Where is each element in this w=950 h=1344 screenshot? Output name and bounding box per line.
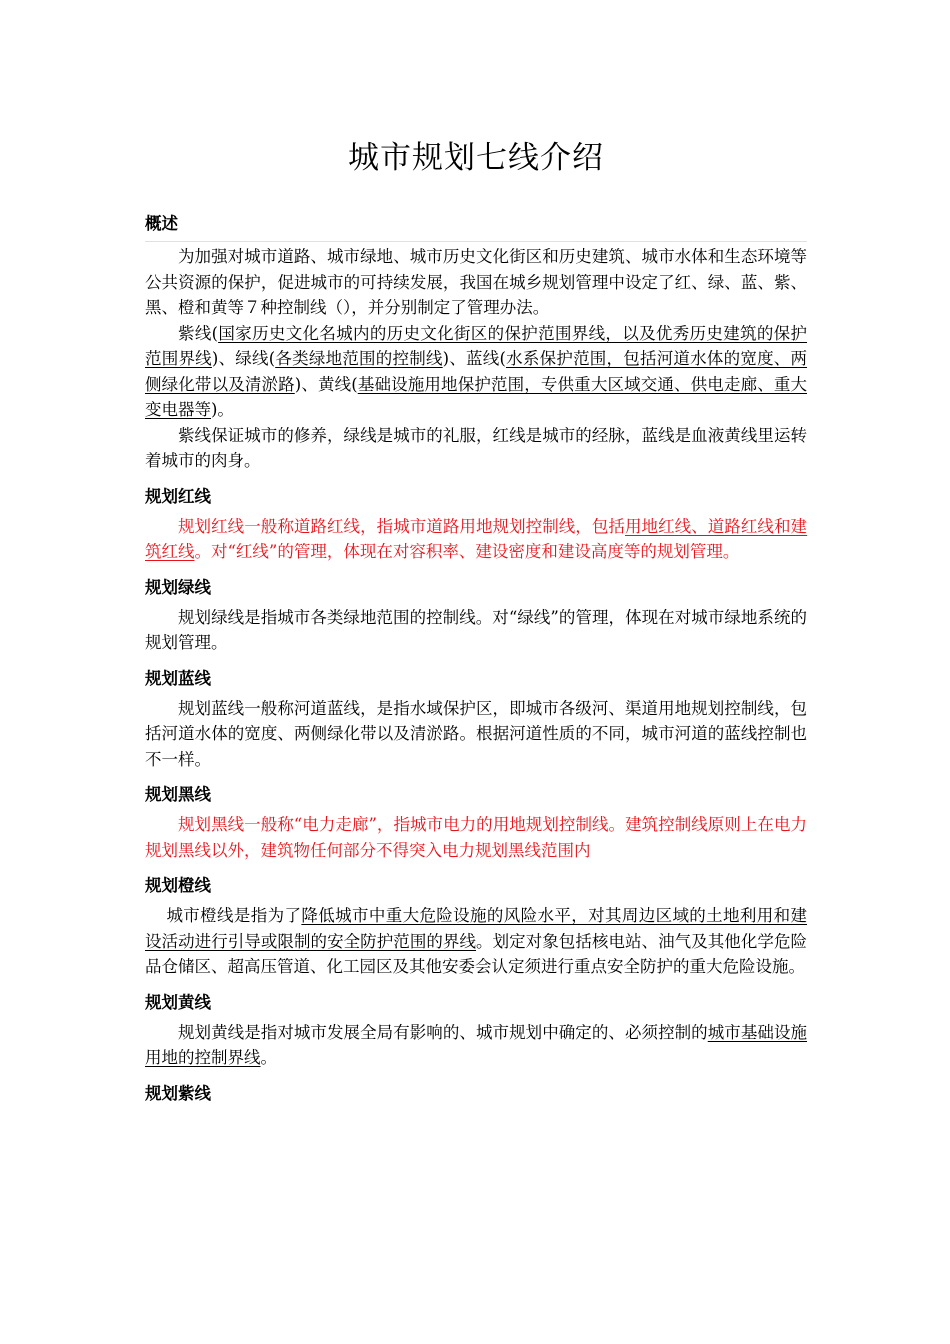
section-purple-line (145, 1083, 807, 1105)
yellow-line-underlined: 城市基础设施用地的控制界线 (145, 1022, 808, 1067)
yellow-label: )、黄线( (294, 374, 358, 394)
section-heading-red-line: 规划红线 (145, 486, 211, 506)
orange-line-underlined: 降低城市中重大危险设施的风险水平，对其周边区域的土地利用和建设活动进行引导或限制的安全防护范围的界线 (145, 906, 808, 951)
orange-line-text-1: 城市橙线是指为了 (166, 906, 302, 925)
section-heading-green-line: 规划绿线 (145, 577, 211, 597)
page-title: 城市规划七线介绍 (348, 140, 604, 176)
section-heading-purple-line: 规划紫线 (145, 1083, 211, 1103)
green-line-paragraph: 规划绿线是指城市各类绿地范围的控制线。对“绿线”的管理，体现在对城市绿地系统的规划管理。 (145, 607, 807, 652)
purple-definition: 国家历史文化名城内的历史文化街区的保护范围界线，以及优秀历史建筑的保护范围界线 (145, 323, 808, 368)
red-line-text-2: 。对“红线”的管理，体现在对容积率、建设密度和建设高度等的规划管理。 (194, 542, 740, 561)
divider (145, 241, 807, 242)
section-heading-overview: 概述 (145, 214, 178, 233)
blue-definition: 水系保护范围，包括河道水体的宽度、两侧绿化带以及清淤路 (145, 349, 808, 394)
orange-line-text-2: 。划定对象包括核电站、油气及其他化学危险品仓储区、超高压管道、化工园区及其他安委会认定须进行重点安全防护的重大危险设施。 (145, 931, 808, 976)
section-red-line (145, 486, 807, 565)
blue-line-paragraph: 规划蓝线一般称河道蓝线，是指水域保护区，即城市各级河、渠道用地规划控制线，包括河道水体的宽度、两侧绿化带以及清淤路。根据河道性质的不同，城市河道的蓝线控制也不一样。 (145, 698, 807, 769)
red-line-paragraph (145, 514, 807, 565)
section-orange-line (145, 875, 807, 980)
green-definition: 各类绿地范围的控制线 (275, 349, 443, 368)
section-overview (145, 213, 807, 474)
section-heading-yellow-line: 规划黄线 (145, 992, 211, 1012)
section-heading-black-line: 规划黑线 (145, 785, 211, 804)
yellow-line-text-2: 。 (260, 1048, 277, 1067)
orange-line-paragraph (145, 903, 807, 980)
section-yellow-line (145, 992, 807, 1071)
purple-label: 紫线( (178, 323, 219, 343)
black-line-paragraph: 规划黑线一般称“电力走廊”，指城市电力的用地规划控制线。建筑控制线原则上在电力规划黑线以外，建筑物任何部分不得突入电力规划黑线范围内 (145, 815, 807, 860)
document-content (145, 132, 807, 1117)
overview-paragraph-1: 为加强对城市道路、城市绿地、城市历史文化街区和历史建筑、城市水体和生态环境等公共资源的保护，促进城市的可持续发展，我国在城乡规划管理中设定了红、绿、蓝、紫、黑、橙和黄等７种控制线（），并分别制定了管理办法。 (145, 247, 807, 317)
section-blue-line (145, 668, 807, 773)
red-line-underlined: 用地红线、道路红线和建筑红线 (145, 516, 808, 561)
section-green-line (145, 577, 807, 656)
yellow-definition: 基础设施用地保护范围，专供重大区域交通、供电走廊、重大变电器等 (145, 374, 807, 419)
blue-label: )、蓝线( (442, 349, 506, 368)
green-label: )、绿线( (211, 349, 276, 368)
overview-p2-end: )。 (211, 400, 234, 419)
yellow-line-paragraph (145, 1020, 807, 1071)
red-line-text-1: 规划红线一般称道路红线，指城市道路用地规划控制线，包括 (178, 516, 625, 536)
overview-paragraph-2 (145, 321, 807, 423)
yellow-line-text-1: 规划黄线是指对城市发展全局有影响的、城市规划中确定的、必须控制的 (178, 1022, 708, 1042)
overview-paragraph-3: 紫线保证城市的修养，绿线是城市的礼服，红线是城市的经脉，蓝线是血液黄线里运转着城市的肉身。 (145, 425, 807, 470)
section-heading-orange-line: 规划橙线 (145, 876, 211, 895)
section-heading-blue-line: 规划蓝线 (145, 668, 211, 688)
section-black-line (145, 784, 807, 863)
